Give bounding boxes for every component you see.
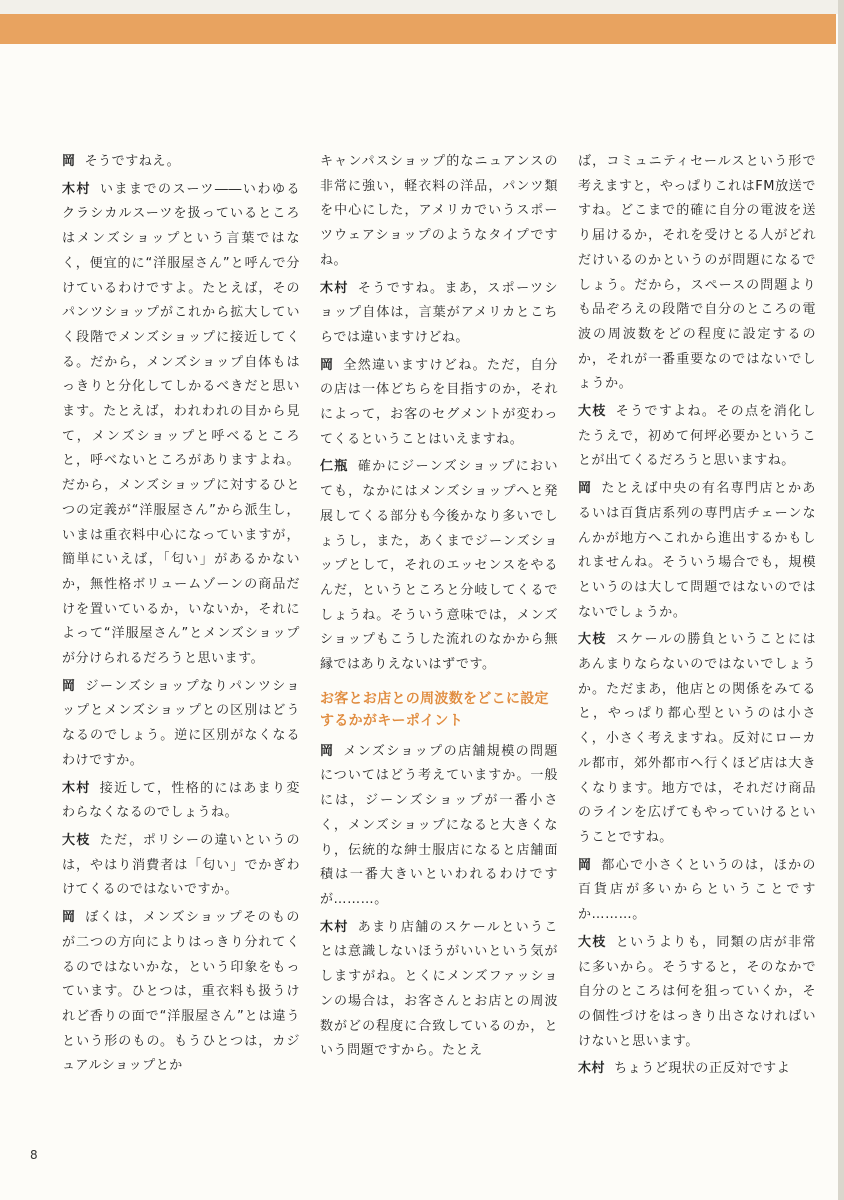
speaker-name: 岡: [62, 910, 77, 926]
section-heading: お客とお店との周波数をどこに設定するかがキーポイント: [320, 690, 549, 729]
dialogue-paragraph: [320, 740, 558, 913]
dialogue-paragraph: [62, 906, 300, 1079]
dialogue-text: ジーンズショップなりパンツショップとメンズショップとの区別はどうなるのでしょう。逆に区別がなくなるわけですか。: [62, 678, 300, 768]
dialogue-paragraph: [62, 777, 300, 826]
page-top-margin: [0, 0, 844, 14]
dialogue-text: そうですね。まあ，スポーツショップ自体は，言葉がアメリカとこちらでは違いますけどね。: [320, 280, 558, 345]
dialogue-paragraph: [578, 150, 816, 397]
dialogue-text: いままでのスーツ――いわゆるクラシカルスーツを扱っているところはメンズショップという言葉ではなく，便宜的に“洋服屋さん”と呼んで分けているわけですよ。たとえば，そのパンツショップがこれから拡大していく段階でメンズショップに接近してくる。だから，メンズショップ自体もはっきりと分化してしかるべきだと思います。たとえば，われわれの目から見て，メンズショップと呼べるところと，呼べないところがありますよね。だから，メンズショップに対するひとつの定義が“洋服屋さん”から派生し，いまは重衣料中心になっていますが，簡単にいえば，「匂い」があるかないか，無性格ボリュームゾーンの商品だけを置いているか，いないか，それによって“洋服屋さん”とメンズショップが分けられるだろうと思います。: [62, 181, 300, 667]
dialogue-paragraph: [578, 931, 816, 1055]
dialogue-text: スケールの勝負ということにはあんまりならないのではないでしょうか。ただまあ，他店との関係をみてると，やっぱり都心型というのは小さく，小さく考えますね。反対にローカル都市，郊外都市へ行くほど店は大きくなります。地方では，それだけ商品のラインを広げてもやっていけるということですね。: [578, 632, 816, 845]
dialogue-text: あまり店舗のスケールということは意識しないほうがいいという気がしますがね。とくにメンズファッションの場合は，お客さんとお店との周波数がどの程度に合致しているのか，という問題ですから。たとえ: [320, 919, 558, 1059]
speaker-name: 大枝: [578, 934, 607, 950]
speaker-name: 大枝: [578, 404, 607, 420]
dialogue-text: 都心で小さくというのは，ほかの百貨店が多いからということですか………。: [578, 857, 816, 923]
dialogue-paragraph: [62, 178, 300, 672]
dialogue-text: ぼくは，メンズショップそのものが二つの方向によりはっきり分れてくるのではないかな，という印象をもっています。ひとつは，重衣料も扱うけれど香りの面で“洋服屋さん”とは違うという形のもの。もうひとつは，カジュアルショップとか: [62, 910, 300, 1074]
dialogue-text: 全然違いますけどね。ただ，自分の店は一体どちらを目指すのか，それによって，お客のセグメントが変わってくるということはいえますね。: [320, 357, 558, 447]
dialogue-text: キャンパスショップ的なニュアンスの非常に強い，軽衣料の洋品，パンツ類を中心にした，アメリカでいうスポーツウェアショップのようなタイプですね。: [320, 154, 558, 268]
text-column-3: [578, 150, 816, 1085]
dialogue-text: メンズショップの店舗規模の問題についてはどう考えていますか。一般には，ジーンズショップが一番小さく，メンズショップになると大きくなり，伝統的な紳士服店になると店舗面積は一番大きいといわれるわけですが………。: [320, 743, 558, 907]
dialogue-paragraph: [578, 628, 816, 850]
dialogue-text: ただ，ポリシーの違いというのは，やはり消費者は「匂い」でかぎわけてくるのではないですか。: [62, 832, 300, 898]
speaker-name: 木村: [320, 919, 349, 935]
speaker-name: 岡: [62, 154, 76, 169]
dialogue-text: 接近して，性格的にはあまり変わらなくなるのでしょうね。: [62, 780, 300, 821]
dialogue-paragraph: [578, 1057, 816, 1082]
speaker-name: 岡: [578, 857, 593, 873]
speaker-name: 大枝: [62, 832, 91, 848]
dialogue-paragraph: [578, 400, 816, 474]
text-column-2: [320, 150, 558, 1067]
dialogue-paragraph: [62, 675, 300, 774]
speaker-name: 大枝: [578, 632, 607, 648]
speaker-name: 岡: [578, 481, 593, 497]
dialogue-paragraph: [578, 854, 816, 928]
dialogue-text: というよりも，同類の店が非常に多いから。そうすると，そのなかで自分のところは何を狙っていくか，その個性づけをはっきり出さなければいけないと思います。: [578, 934, 816, 1049]
text-column-1: [62, 150, 300, 1082]
dialogue-paragraph: [320, 354, 558, 453]
dialogue-paragraph: [320, 455, 558, 677]
dialogue-text: ちょうど現状の正反対ですよ: [614, 1061, 791, 1077]
dialogue-paragraph: [62, 829, 300, 903]
speaker-name: 岡: [62, 678, 77, 694]
dialogue-text: ば，コミュニティセールスという形で考えますと，やっぱりこれはFM放送ですね。どこまで的確に自分の電波を送り届けるか，それを受けとる人がどれだけいるのかというのが問題になるでしょう。だから，スペースの問題よりも品ぞろえの段階で自分のところの電波の周波数をどの程度に設定するのか，それが一番重要なのではないでしょうか。: [578, 154, 816, 392]
speaker-name: 岡: [320, 743, 335, 759]
dialogue-paragraph: [62, 150, 300, 175]
speaker-name: 木村: [62, 181, 92, 197]
dialogue-paragraph: [320, 277, 558, 351]
dialogue-text: 確かにジーンズショップにおいても，なかにはメンズショップへと発展してくる部分も今後かなり多いでしょうし，また，あくまでジーンズショップとして，それのエッセンスをやるんだ，というところと分岐してくるでしょうね。そういう意味では，メンズショップもこうした流れのなかから無縁ではありえないはずです。: [320, 459, 558, 673]
dialogue-paragraph: [578, 477, 816, 625]
speaker-name: 木村: [62, 780, 91, 796]
speaker-name: 仁瓶: [320, 459, 349, 475]
speaker-name: 木村: [578, 1061, 606, 1077]
dialogue-text: そうですよね。その点を消化したうえで，初めて何坪必要かということが出てくるだろうと思いますね。: [578, 404, 816, 469]
page-edge-shadow: [838, 0, 844, 1200]
speaker-name: 木村: [320, 280, 349, 296]
dialogue-text: たとえば中央の有名専門店とかあるいは百貨店系列の専門店チェーンなんかが地方へこれから進出するかもしれませんね。そういう場合でも，規模というのは大して問題ではないのではないでしょうか。: [578, 481, 816, 620]
speaker-name: 岡: [320, 357, 335, 373]
dialogue-text: そうですねえ。: [84, 154, 181, 169]
page-number: 8: [30, 1148, 38, 1162]
dialogue-paragraph: [320, 916, 558, 1064]
orange-header-bar: [0, 14, 836, 44]
dialogue-paragraph: [320, 150, 558, 274]
